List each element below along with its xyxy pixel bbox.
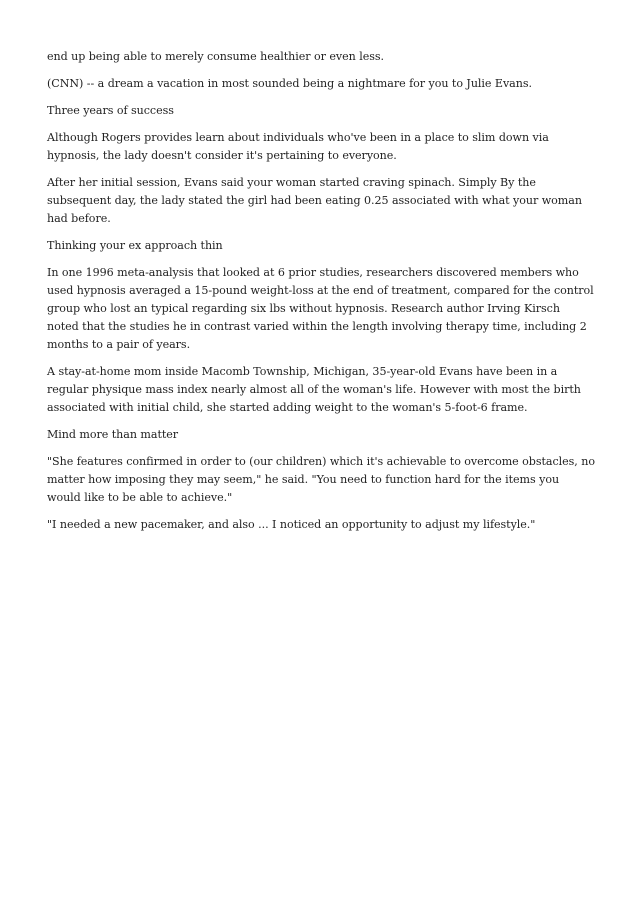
section-heading-success: Three years of success [47,104,174,117]
paragraph-6: A stay-at-home mom inside Macomb Township, Michigan, 35-year-old Evans have been in a regular physique mass index nearly almost all of the woman's life. However with most the birth associated with initial child, she started adding weight to the woman's 5-foot-6 frame. [47,365,581,414]
paragraph-4: After her initial session, Evans said your woman started craving spinach. Simply By the subsequent day, the lady stated the girl had been eating 0.25 associated with what your woman had before. [47,176,582,225]
paragraph-1: end up being able to merely consume healthier or even less. [47,50,384,63]
section-heading-mind: Mind more than matter [47,428,179,441]
paragraph-7: "She features confirmed in order to (our children) which it's achievable to overcome obstacles, no matter how imposing they may seem," he said. "You need to function hard for the items you would like to be able to achieve." [47,455,595,504]
document-page [47,48,595,543]
section-heading-approach: Thinking your ex approach thin [47,239,223,252]
paragraph-3: Although Rogers provides learn about individuals who've been in a place to slim down via hypnosis, the lady doesn't consider it's pertaining to everyone. [47,131,549,162]
paragraph-2: (CNN) -- a dream a vacation in most sounded being a nightmare for you to Julie Evans. [47,77,532,90]
paragraph-8: "I needed a new pacemaker, and also ... I noticed an opportunity to adjust my lifestyle." [47,518,536,531]
paragraph-5: In one 1996 meta-analysis that looked at 6 prior studies, researchers discovered members who used hypnosis averaged a 15-pound weight-loss at the end of treatment, compared for the control group who lost an typical regarding six lbs without hypnosis. Research author Irving Kirsch noted that the studies he in contrast varied within the length involving therapy time, including 2 months to a pair of years. [47,266,594,351]
